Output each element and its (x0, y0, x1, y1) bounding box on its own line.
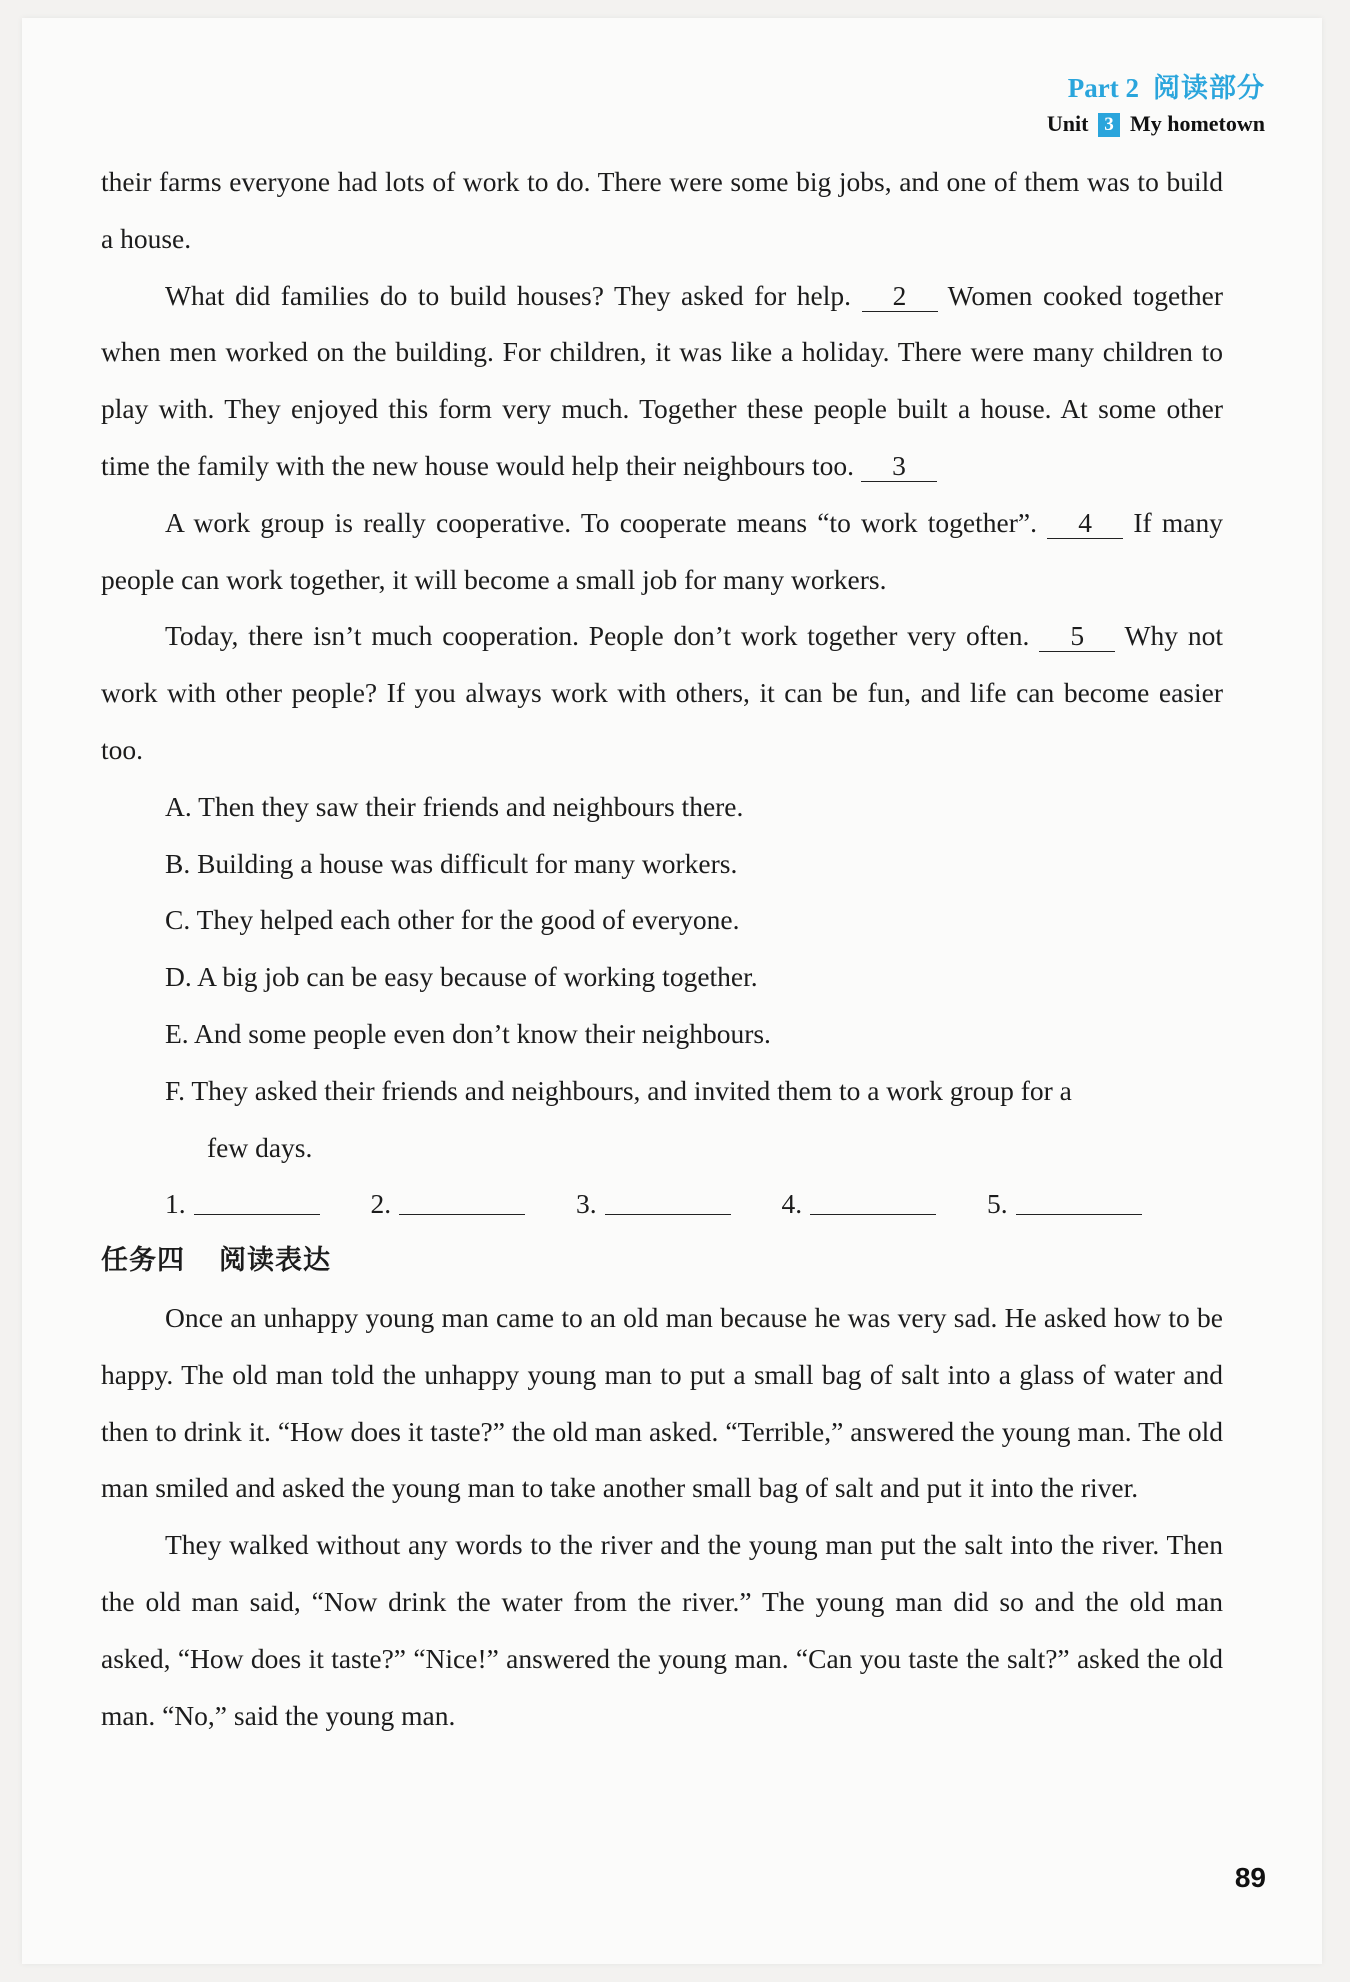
answer-label: 5. (987, 1188, 1008, 1220)
blank-2: 2 (862, 281, 938, 312)
option-text: Building a house was difficult for many workers. (197, 847, 738, 879)
option-text: They helped each other for the good of everyone. (196, 904, 740, 936)
blank-4: 4 (1047, 508, 1123, 539)
answer-blank[interactable] (605, 1190, 731, 1215)
blank-5: 5 (1039, 621, 1115, 652)
answer-blank[interactable] (194, 1190, 320, 1215)
part-heading (1047, 66, 1265, 105)
answer-slot-3[interactable] (576, 1176, 731, 1233)
paragraph-2-text-a: What did families do to build houses? They asked for help. (165, 279, 851, 311)
part-label: Part 2 (1067, 73, 1139, 103)
answer-blank[interactable] (1016, 1190, 1142, 1215)
paragraph-1: their farms everyone had lots of work to do. There were some big jobs, and one of them was to build a house. (101, 166, 1223, 254)
answer-slot-1[interactable] (165, 1176, 320, 1233)
option-c (101, 892, 1223, 949)
option-letter: F. (165, 1074, 185, 1106)
paragraph-4-text-a: Today, there isn’t much cooperation. People don’t work together very often. (165, 620, 1030, 652)
answer-label: 1. (165, 1188, 186, 1220)
running-header (1047, 66, 1265, 137)
answer-row (101, 1176, 1223, 1233)
answer-label: 2. (370, 1188, 392, 1220)
task-title: 阅读表达 (219, 1245, 331, 1277)
option-f-continuation: few days. (207, 1131, 313, 1163)
story-paragraph-2: They walked without any words to the river and the young man put the salt into the river. Then the old man said, “Now drink the water from the river.” The young man did so and the old man asked, “How does it taste?” “Nice!” answered the young man. “Can you taste the salt?” asked the old man. “No,” said the young man. (101, 1529, 1223, 1731)
answer-slot-4[interactable] (782, 1176, 937, 1233)
blank-3: 3 (861, 451, 937, 482)
task-4-heading (101, 1233, 1223, 1290)
unit-label: Unit (1046, 111, 1089, 136)
page-content (101, 154, 1223, 1744)
answer-label: 4. (781, 1188, 803, 1220)
page-number: 89 (1234, 1862, 1266, 1893)
option-b (101, 836, 1223, 893)
story-paragraph-1: Once an unhappy young man came to an old man because he was very sad. He asked how to be happy. The old man told the unhappy young man to put a small bag of salt into a glass of water and then to drink it. “How does it taste?” the old man asked. “Terrible,” answered the young man. The old man smiled and asked the young man to take another small bag of salt and put it into the river. (101, 1301, 1223, 1504)
answer-slot-5[interactable] (987, 1176, 1142, 1233)
option-letter: D. (165, 961, 192, 993)
option-text: A big job can be easy because of working together. (197, 961, 758, 993)
paragraph-3-text-a: A work group is really cooperative. To cooperate means “to work together”. (165, 506, 1037, 538)
answer-label: 3. (576, 1188, 597, 1220)
answer-blank[interactable] (810, 1190, 936, 1215)
option-f (101, 1063, 1223, 1120)
paragraph-2 (101, 268, 1223, 495)
option-d (101, 949, 1223, 1006)
paragraph-2-text-b: Women cooked together when men worked on the building. For children, it was like a holiday. There were many children to play with. They enjoyed this form very much. Together these people built a house. At some other time the family with the new house would help their neighbours too. (101, 279, 1223, 481)
answer-blank[interactable] (399, 1190, 525, 1215)
paragraph-4 (101, 608, 1223, 778)
option-letter: C. (165, 904, 191, 936)
unit-number-badge: 3 (1098, 113, 1120, 137)
option-letter: A. (165, 790, 192, 822)
unit-heading (1047, 111, 1265, 137)
option-letter: B. (165, 847, 191, 879)
option-text: Then they saw their friends and neighbours there. (198, 790, 744, 822)
paragraph-3-text-b: If many people can work together, it will become a small job for many workers. (101, 506, 1224, 595)
option-a (101, 779, 1223, 836)
option-text: And some people even don’t know their neighbours. (194, 1017, 771, 1049)
task-number: 任务四 (101, 1245, 185, 1277)
section-title: 阅读部分 (1153, 73, 1265, 104)
option-text: They asked their friends and neighbours, and invited them to a work group for a (191, 1074, 1072, 1106)
answer-slot-2[interactable] (371, 1176, 526, 1233)
paragraph-4-text-b: Why not work with other people? If you always work with others, it can be fun, and life can become easier too. (101, 620, 1223, 765)
option-letter: E. (165, 1017, 189, 1049)
option-e (101, 1006, 1223, 1063)
unit-title: My hometown (1129, 111, 1265, 136)
paragraph-3 (101, 495, 1223, 609)
